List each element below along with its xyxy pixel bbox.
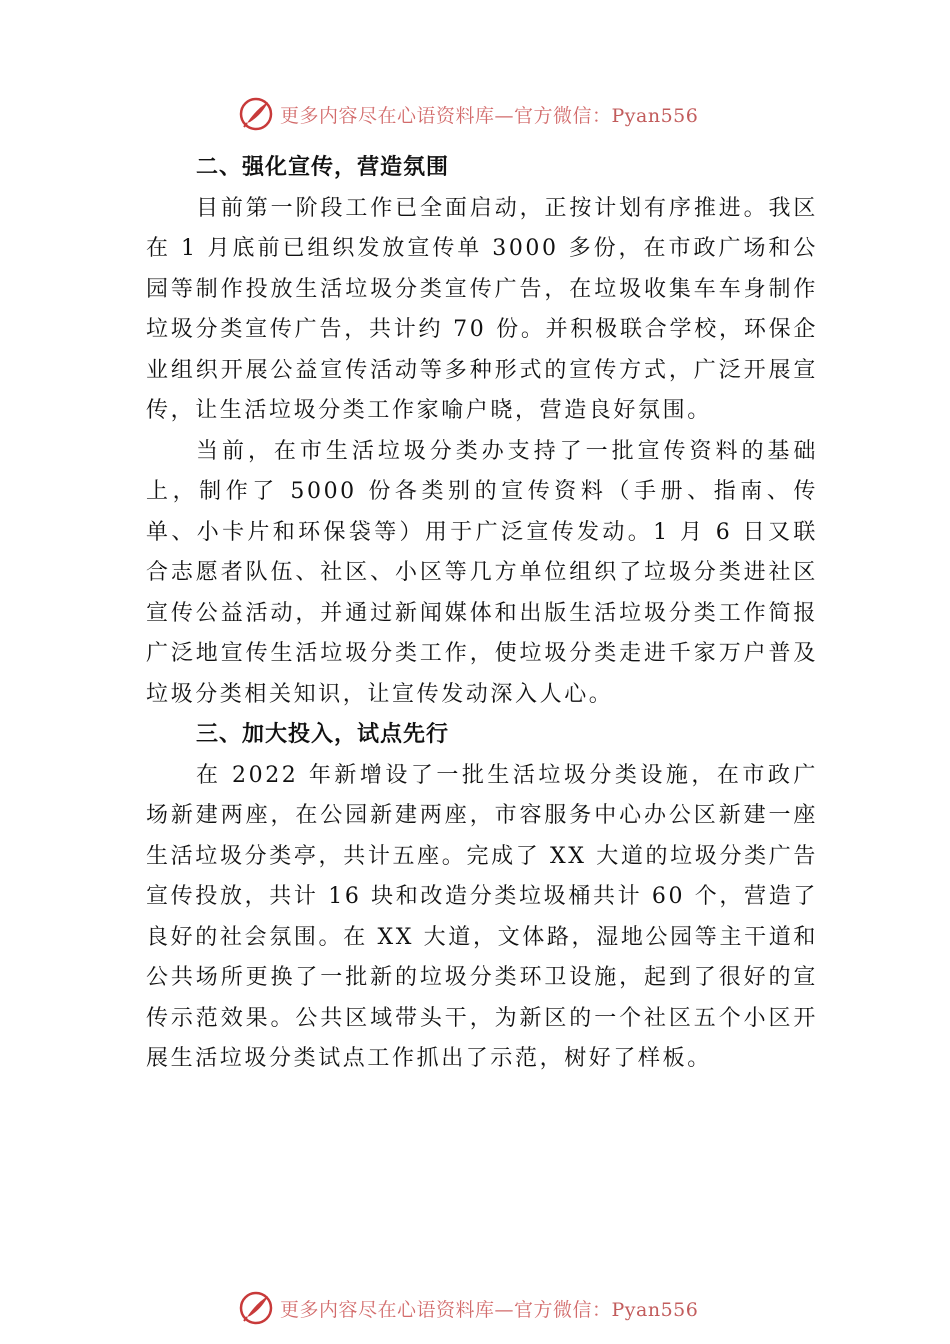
banner-text: 更多内容尽在心语资料库—官方微信：Pyan556 [280, 1298, 699, 1321]
wechat-id: Pyan556 [611, 104, 699, 127]
header-banner [238, 94, 758, 134]
paragraph: 当前，在市生活垃圾分类办支持了一批宣传资料的基础上，制作了 5000 份各类别的宣传资料（手册、指南、传单、小卡片和环保袋等）用于广泛宣传发动。1 月 6 日又联合志愿者队伍、社区、小区等几方单位组织了垃圾分类进社区宣传公益活动，并通过新闻媒体和出版生活垃圾分类工作简报广泛地宣传生活垃圾分类工作，使垃圾分类走进千家万户普及垃圾分类相关知识，让宣传发动深入人心。 [146, 438, 818, 707]
banner-text: 更多内容尽在心语资料库—官方微信：Pyan556 [280, 104, 699, 127]
document-body [146, 148, 818, 1080]
quill-logo-icon [238, 96, 274, 132]
footer-banner [238, 1288, 758, 1328]
wechat-id: Pyan556 [611, 1298, 699, 1321]
section-heading-publicity: 二、强化宣传，营造氛围 [196, 155, 450, 180]
section-heading-investment: 三、加大投入，试点先行 [196, 722, 450, 747]
paragraph: 在 2022 年新增设了一批生活垃圾分类设施，在市政广场新建两座，在公园新建两座，市容服务中心办公区新建一座生活垃圾分类亭，共计五座。完成了 XX 大道的垃圾分类广告宣传投放，共计 16 块和改造分类垃圾桶共计 60 个，营造了良好的社会氛围。在 XX 大道，文体路，湿地公园等主干道和公共场所更换了一批新的垃圾分类环卫设施，起到了很好的宣传示范效果。公共区域带头干，为新区的一个社区五个小区开展生活垃圾分类试点工作抓出了示范，树好了样板。 [146, 762, 818, 1071]
quill-logo-icon [238, 1290, 274, 1326]
paragraph: 目前第一阶段工作已全面启动，正按计划有序推进。我区在 1 月底前已组织发放宣传单 3000 多份，在市政广场和公园等制作投放生活垃圾分类宣传广告，在垃圾收集车车身制作垃圾分类宣传广告，共计约 70 份。并积极联合学校，环保企业组织开展公益宣传活动等多种形式的宣传方式，广泛开展宣传，让生活垃圾分类工作家喻户晓，营造良好氛围。 [146, 195, 818, 423]
